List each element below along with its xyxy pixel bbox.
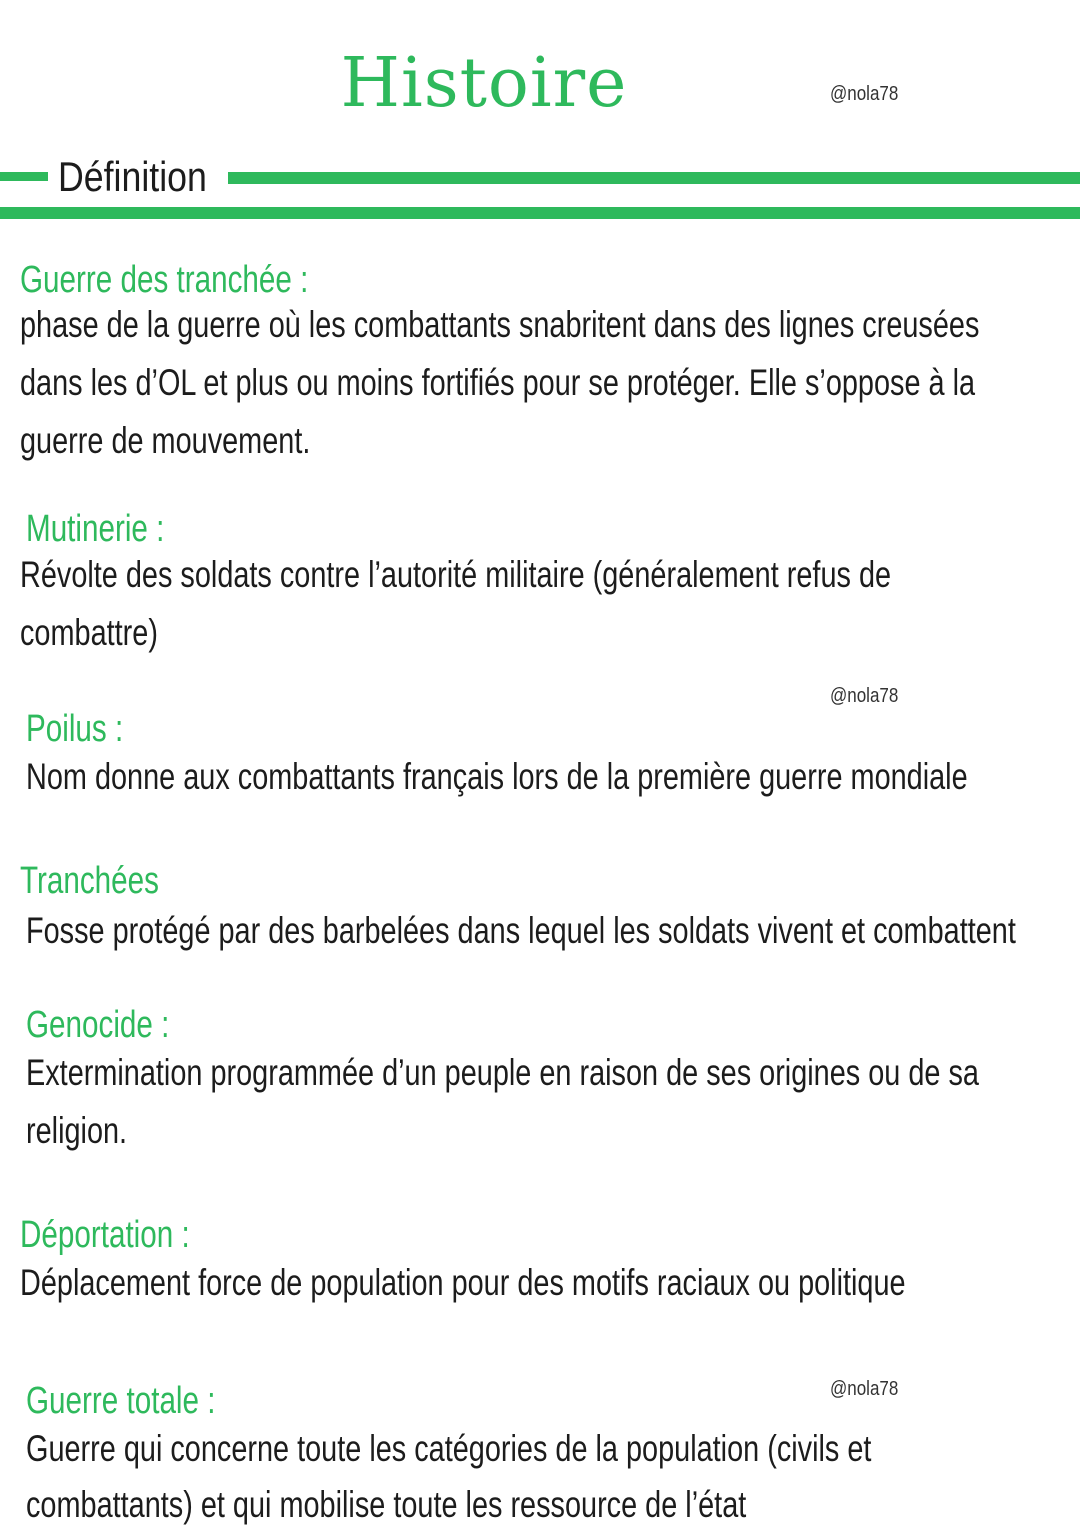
term-definition-line: Révolte des soldats contre l’autorité militaire (généralement refus de	[20, 554, 892, 595]
term-definition-line: combattre)	[20, 612, 158, 653]
term-definition-line: guerre de mouvement.	[20, 420, 311, 461]
term-title: Guerre totale :	[26, 1380, 216, 1422]
term-title: Tranchées	[20, 860, 159, 902]
heading-underline-rule	[0, 207, 1080, 219]
term-title: Poilus :	[26, 708, 124, 750]
term-definition-line: religion.	[26, 1110, 128, 1151]
term-title: Guerre des tranchée :	[20, 259, 309, 301]
term-title: Déportation :	[20, 1214, 190, 1256]
page-title: Histoire	[340, 44, 628, 123]
term-title: Genocide :	[26, 1004, 170, 1046]
heading-rule-left	[0, 172, 48, 181]
term-definition-line: combattants) et qui mobilise toute les ressource de l’état	[26, 1484, 747, 1525]
section-heading: Définition	[58, 153, 207, 200]
author-handle: @nola78	[830, 83, 899, 105]
term-definition-line: Nom donne aux combattants français lors de la première guerre mondiale	[26, 756, 968, 797]
term-definition-line: Fosse protégé par des barbelées dans lequel les soldats vivent et combattent	[26, 910, 1016, 951]
term-definition-line: dans les d’OL et plus ou moins fortifiés pour se protéger. Elle s’oppose à la	[20, 362, 976, 403]
watermark-handle: @nola78	[830, 1378, 899, 1400]
heading-rule-right	[228, 172, 1080, 184]
term-definition-line: Extermination programmée d’un peuple en raison de ses origines ou de sa	[26, 1052, 979, 1093]
term-definition-line: Déplacement force de population pour des motifs raciaux ou politique	[20, 1262, 906, 1303]
watermark-handle: @nola78	[830, 685, 899, 707]
term-definition-line: Guerre qui concerne toute les catégories de la population (civils et	[26, 1428, 872, 1469]
term-definition-line: phase de la guerre où les combattants snabritent dans des lignes creusées	[20, 304, 980, 345]
term-title: Mutinerie :	[26, 508, 165, 550]
